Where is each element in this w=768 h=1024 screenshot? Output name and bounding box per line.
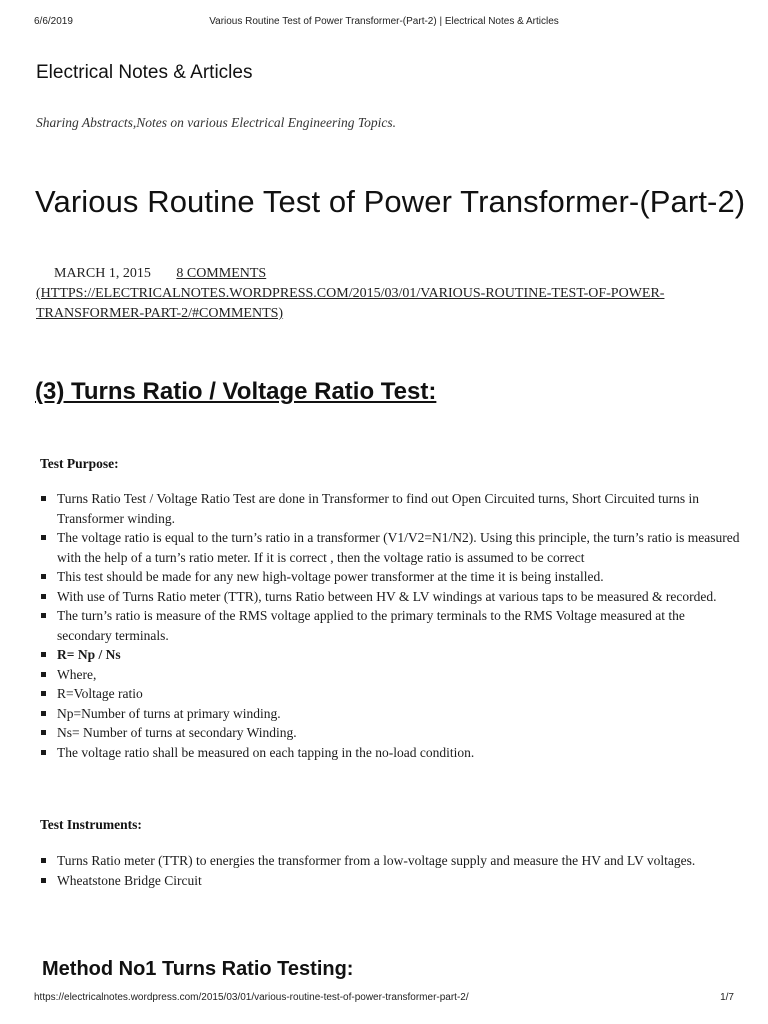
page-number: 1/7 <box>720 992 734 1003</box>
print-url: https://electricalnotes.wordpress.com/2015/03/01/various-routine-test-of-power-transformer-part-2/ <box>34 992 469 1003</box>
test-instruments-heading: Test Instruments: <box>40 817 142 832</box>
list-item: Where, <box>40 665 740 685</box>
list-item: Np=Number of turns at primary winding. <box>40 704 740 724</box>
print-date: 6/6/2019 <box>34 16 73 27</box>
test-purpose-list <box>40 489 740 762</box>
post-title: Various Routine Test of Power Transformer-(Part-2) <box>35 184 746 219</box>
formula-item: R= Np / Ns <box>40 645 740 665</box>
list-item: R=Voltage ratio <box>40 684 740 704</box>
test-instruments-list <box>40 851 740 890</box>
site-tagline: Sharing Abstracts,Notes on various Electrical Engineering Topics. <box>36 115 396 130</box>
list-item: This test should be made for any new high-voltage power transformer at the time it is being installed. <box>40 567 740 587</box>
post-date: MARCH 1, 2015 <box>54 266 151 281</box>
list-item: With use of Turns Ratio meter (TTR), turns Ratio between HV & LV windings at various taps to be measured & recorded. <box>40 587 740 607</box>
site-title-link[interactable]: Electrical Notes & Articles <box>36 62 253 83</box>
comments-link[interactable]: 8 COMMENTS <box>176 266 267 281</box>
section-heading: (3) Turns Ratio / Voltage Ratio Test: <box>35 378 437 405</box>
post-meta <box>36 264 736 324</box>
list-item: Ns= Number of turns at secondary Winding. <box>40 723 740 743</box>
list-item: Turns Ratio meter (TTR) to energies the transformer from a low-voltage supply and measure the HV and LV voltages. <box>40 851 740 871</box>
comments-url-link[interactable]: (HTTPS://ELECTRICALNOTES.WORDPRESS.COM/2015/03/01/VARIOUS-ROUTINE-TEST-OF-POWER-TRANSFORMER-PART-2/#COMMENTS) <box>36 286 665 321</box>
method-heading: Method No1 Turns Ratio Testing: <box>42 958 354 980</box>
list-item: Turns Ratio Test / Voltage Ratio Test are done in Transformer to find out Open Circuited turns, Short Circuited turns in Transformer winding. <box>40 489 740 528</box>
list-item: The voltage ratio shall be measured on each tapping in the no-load condition. <box>40 743 740 763</box>
test-purpose-heading: Test Purpose: <box>40 456 119 471</box>
list-item: Wheatstone Bridge Circuit <box>40 871 740 891</box>
list-item: The voltage ratio is equal to the turn’s ratio in a transformer (V1/V2=N1/N2). Using this principle, the turn’s ratio is measured with the help of a turn’s ratio meter. If it is correct , then the voltage ratio is assumed to be correct <box>40 528 740 567</box>
list-item: The turn’s ratio is measure of the RMS voltage applied to the primary terminals to the RMS Voltage measured at the secondary terminals. <box>40 606 740 645</box>
print-page-title: Various Routine Test of Power Transformer-(Part-2) | Electrical Notes & Articles <box>209 16 559 27</box>
